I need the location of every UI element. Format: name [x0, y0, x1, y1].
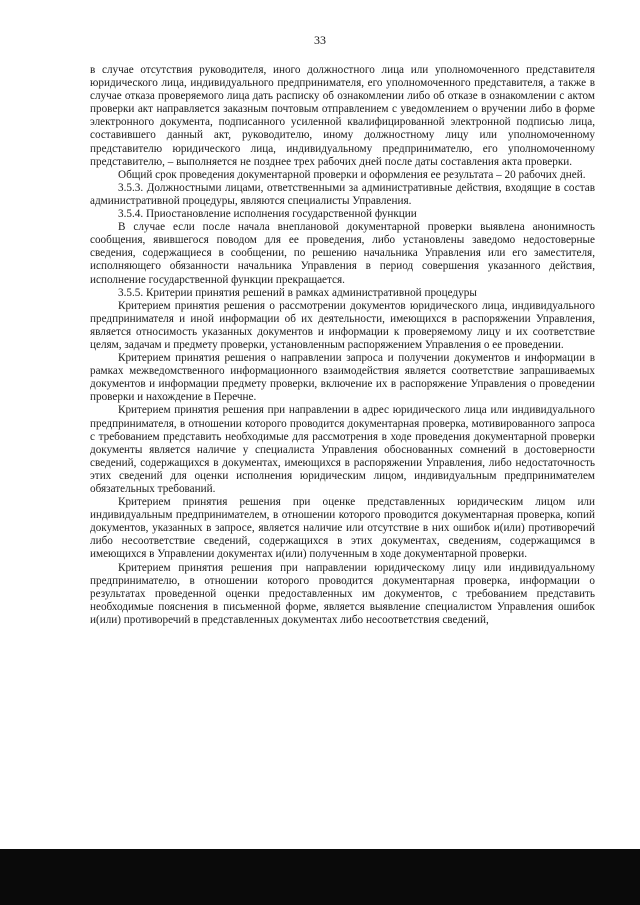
paragraph-p-criterion-1: Критерием принятия решения о рассмотрении документов юридического лица, индивидуального предпринимателя и иной информации об их деятельности, имеющихся в распоряжении Управления, является относимость указанных документов и информации к проверяемому лицу и их соответствие целям, задачам и предмету проверки, установленным распоряжением Управления о ее проведении.: [90, 299, 595, 351]
paragraph-p-cont-1: в случае отсутствия руководителя, иного должностного лица или уполномоченного представителя юридического лица, индивидуального предпринимателя, его уполномоченного представителя, а также в случае отказа проверяемого лица дать расписку об ознакомлении либо об отказе в ознакомлении с актом проверки акт направляется заказным почтовым отправлением с уведомлением о вручении либо в форме электронного документа, подписанного усиленной квалифицированной электронной подписью лица, составившего данный акт, руководителю, иному должностному лицу или уполномоченному представителю юридического лица, индивидуальному предпринимателю, его уполномоченному представителю, – выполняется не позднее трех рабочих дней после даты составления акта проверки.: [90, 64, 595, 168]
scan-bottom-band: [0, 849, 640, 905]
paragraph-p-3-5-3: 3.5.3. Должностными лицами, ответственными за административные действия, входящие в состав административной процедуры, являются специалисты Управления.: [90, 181, 595, 207]
paragraph-p-criterion-2: Критерием принятия решения о направлении запроса и получении документов и информации в рамках межведомственного информационного взаимодействия является соответствие запрашиваемых документов и информации предмету проверки, включение их в распоряжение Управления о проведении проверки и нахождение в Перечне.: [90, 352, 595, 404]
document-body: [90, 64, 595, 627]
paragraph-p-total-term: Общий срок проведения документарной проверки и оформления ее результата – 20 рабочих дней.: [118, 168, 586, 181]
paragraph-p-criterion-3: Критерием принятия решения при направлении в адрес юридического лица или индивидуального предпринимателя, в отношении которого проводится документарная проверка, мотивированного запроса с требованием представить необходимые для рассмотрения в ходе проведения документарной проверки документы является наличие у специалиста Управления обоснованных сомнений в достоверности сведений, содержащихся в документах, имеющихся в распоряжении Управления, либо недостаточность этих сведений для оценки исполнения юридическим лицом, индивидуальным предпринимателем обязательных требований.: [90, 404, 595, 495]
paragraph-p-suspension: В случае если после начала внеплановой документарной проверки выявлена анонимность сообщения, явившегося поводом для ее проведения, либо установлены заведомо недостоверные сведения, содержащиеся в сообщении, по решению начальника Управления или его заместителя, исполняющего обязанности начальника Управления в период совершения указанного действия, исполнение государственной функции прекращается.: [90, 221, 595, 286]
paragraph-p-3-5-5: 3.5.5. Критерии принятия решений в рамках административной процедуры: [118, 286, 477, 299]
paragraph-p-criterion-4: Критерием принятия решения при оценке представленных юридическим лицом или индивидуальным предпринимателем, в отношении которого проводится документарная проверка, копий документов, указанных в запросе, является наличие или отсутствие в них ошибок и(или) противоречий либо несоответствие сведений, содержащихся в этих документах, сведениям, содержащимся в имеющихся в Управлении документах и(или) полученным в ходе документарной проверки.: [90, 496, 595, 561]
page-number: 33: [314, 33, 326, 47]
paragraph-p-3-5-4: 3.5.4. Приостановление исполнения государственной функции: [118, 208, 417, 221]
paragraph-p-criterion-5: Критерием принятия решения при направлении юридическому лицу или индивидуальному предпринимателю, в отношении которого проводится документарная проверка, информации о результатах проведенной оценки предоставленных им документов, с требованием представить необходимые пояснения в письменной форме, является выявление специалистом Управления ошибок и(или) противоречий в представленных документах либо несоответствия сведений,: [90, 561, 595, 626]
